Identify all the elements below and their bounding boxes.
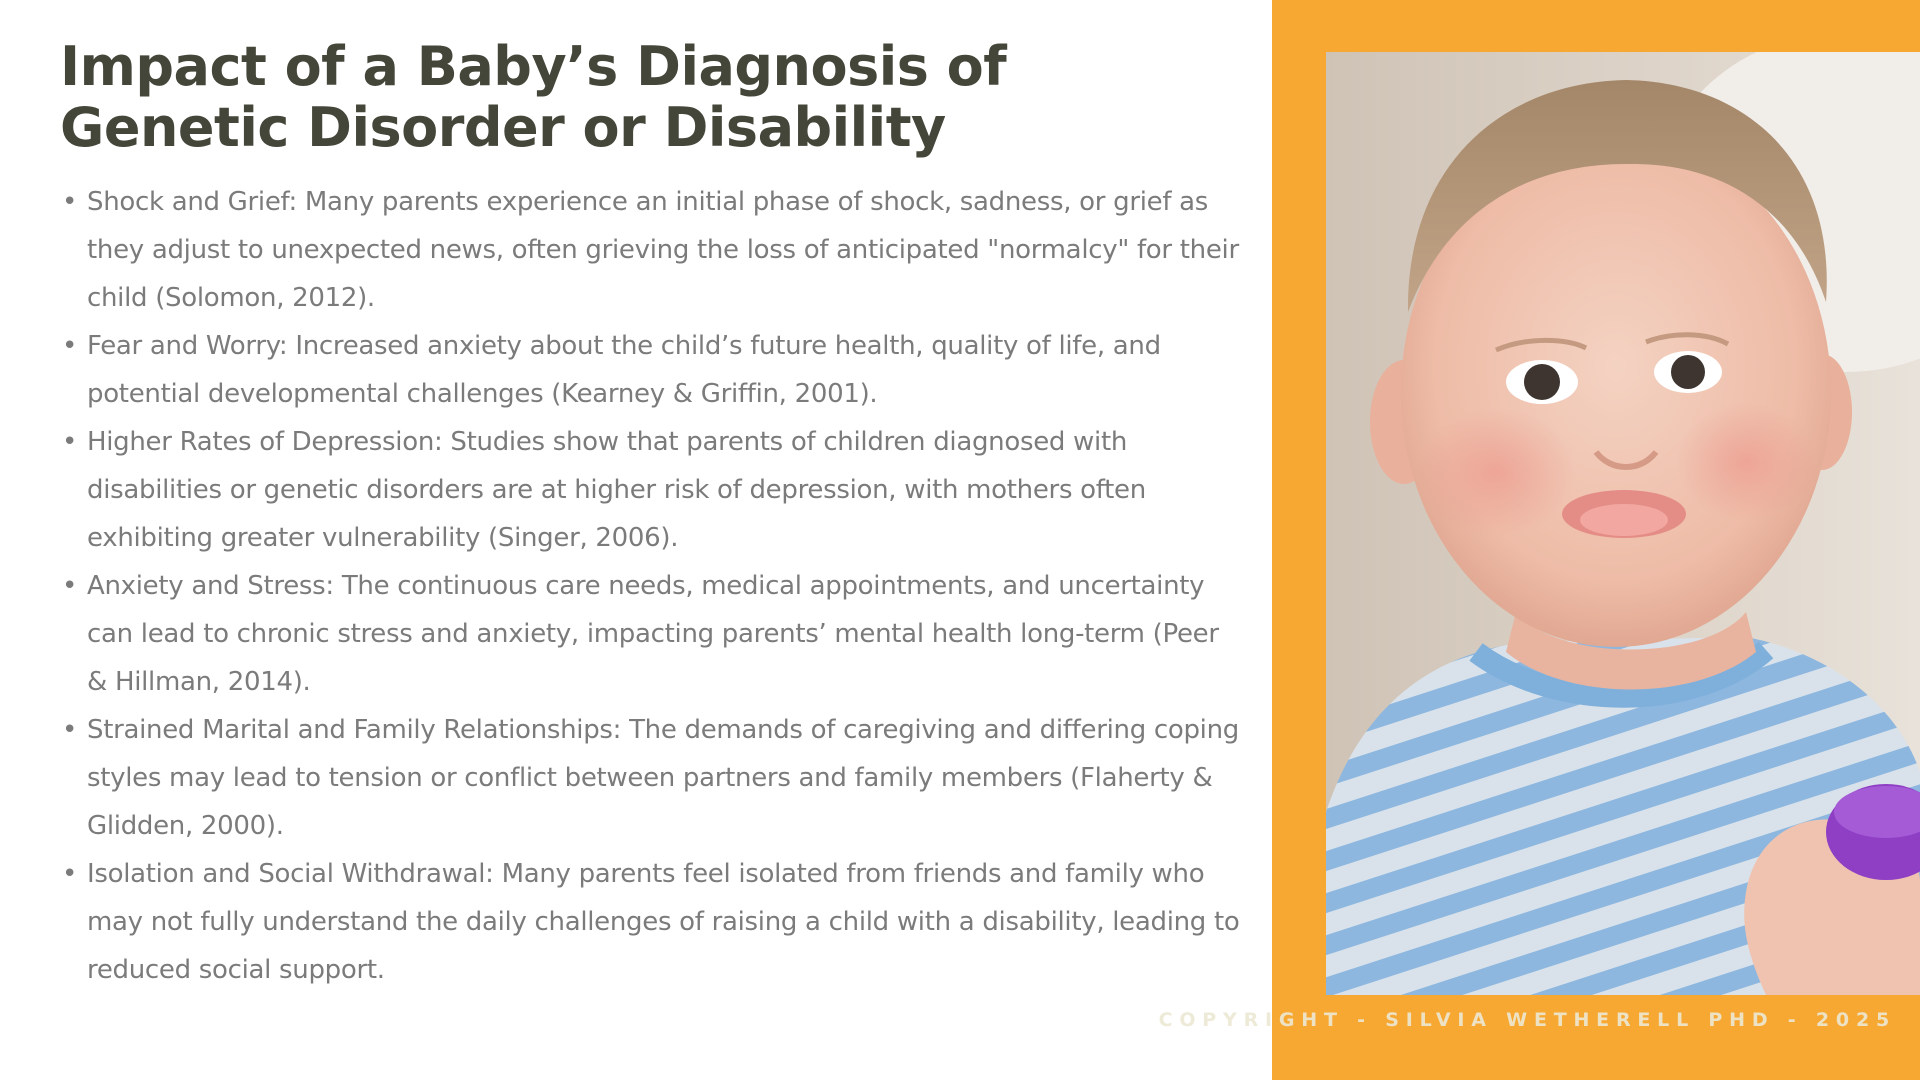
tongue-shape — [1580, 504, 1668, 536]
bullet-dot-icon: • — [62, 187, 78, 217]
bullet-text: Anxiety and Stress: The continuous care needs, medical appointments, and uncertainty can lead to chronic stress and anxiety, impacting parents’ mental health long-term (Peer & Hillman, 2014). — [87, 571, 1219, 697]
bullet-fear-worry — [60, 322, 1240, 418]
bullet-dot-icon: • — [62, 427, 78, 457]
bullet-text: Isolation and Social Withdrawal: Many parents feel isolated from friends and family who may not fully understand the daily challenges of raising a child with a disability, leading to reduced social support. — [87, 859, 1240, 985]
bullet-dot-icon: • — [62, 571, 78, 601]
bullet-shock-grief — [60, 178, 1240, 322]
right-iris-shape — [1671, 355, 1705, 389]
left-iris-shape — [1524, 364, 1560, 400]
left-cheek-shape — [1416, 407, 1576, 537]
bullet-dot-icon: • — [62, 859, 78, 889]
bullet-dot-icon: • — [62, 715, 78, 745]
slide-title: Impact of a Baby’s Diagnosis of Genetic Disorder or Disability — [60, 35, 1007, 159]
right-cheek-shape — [1676, 402, 1816, 522]
copyright-notice: COPYRIGHT - SILVIA WETHERELL PHD - 2025 — [1158, 1009, 1896, 1031]
bullet-anxiety-stress — [60, 562, 1240, 706]
bullet-depression — [60, 418, 1240, 562]
baby-photo — [1326, 52, 1920, 995]
bullet-list — [60, 178, 1240, 994]
bullet-isolation — [60, 850, 1240, 994]
baby-illustration — [1326, 52, 1920, 995]
bullet-text: Fear and Worry: Increased anxiety about the child’s future health, quality of life, and potential developmental challenges (Kearney & Griffin, 2001). — [87, 331, 1161, 409]
bullet-dot-icon: • — [62, 331, 78, 361]
bullet-text: Strained Marital and Family Relationships: The demands of caregiving and differing coping styles may lead to tension or conflict between partners and family members (Flaherty & Glidden, 2000). — [87, 715, 1239, 841]
bullet-strained-relationships — [60, 706, 1240, 850]
bullet-text: Higher Rates of Depression: Studies show that parents of children diagnosed with disabilities or genetic disorders are at higher risk of depression, with mothers often exhibiting greater vulnerability (Singer, 2006). — [87, 427, 1146, 553]
bullet-text: Shock and Grief: Many parents experience an initial phase of shock, sadness, or grief as they adjust to unexpected news, often grieving the loss of anticipated "normalcy" for their child (Solomon, 2012). — [87, 187, 1239, 313]
